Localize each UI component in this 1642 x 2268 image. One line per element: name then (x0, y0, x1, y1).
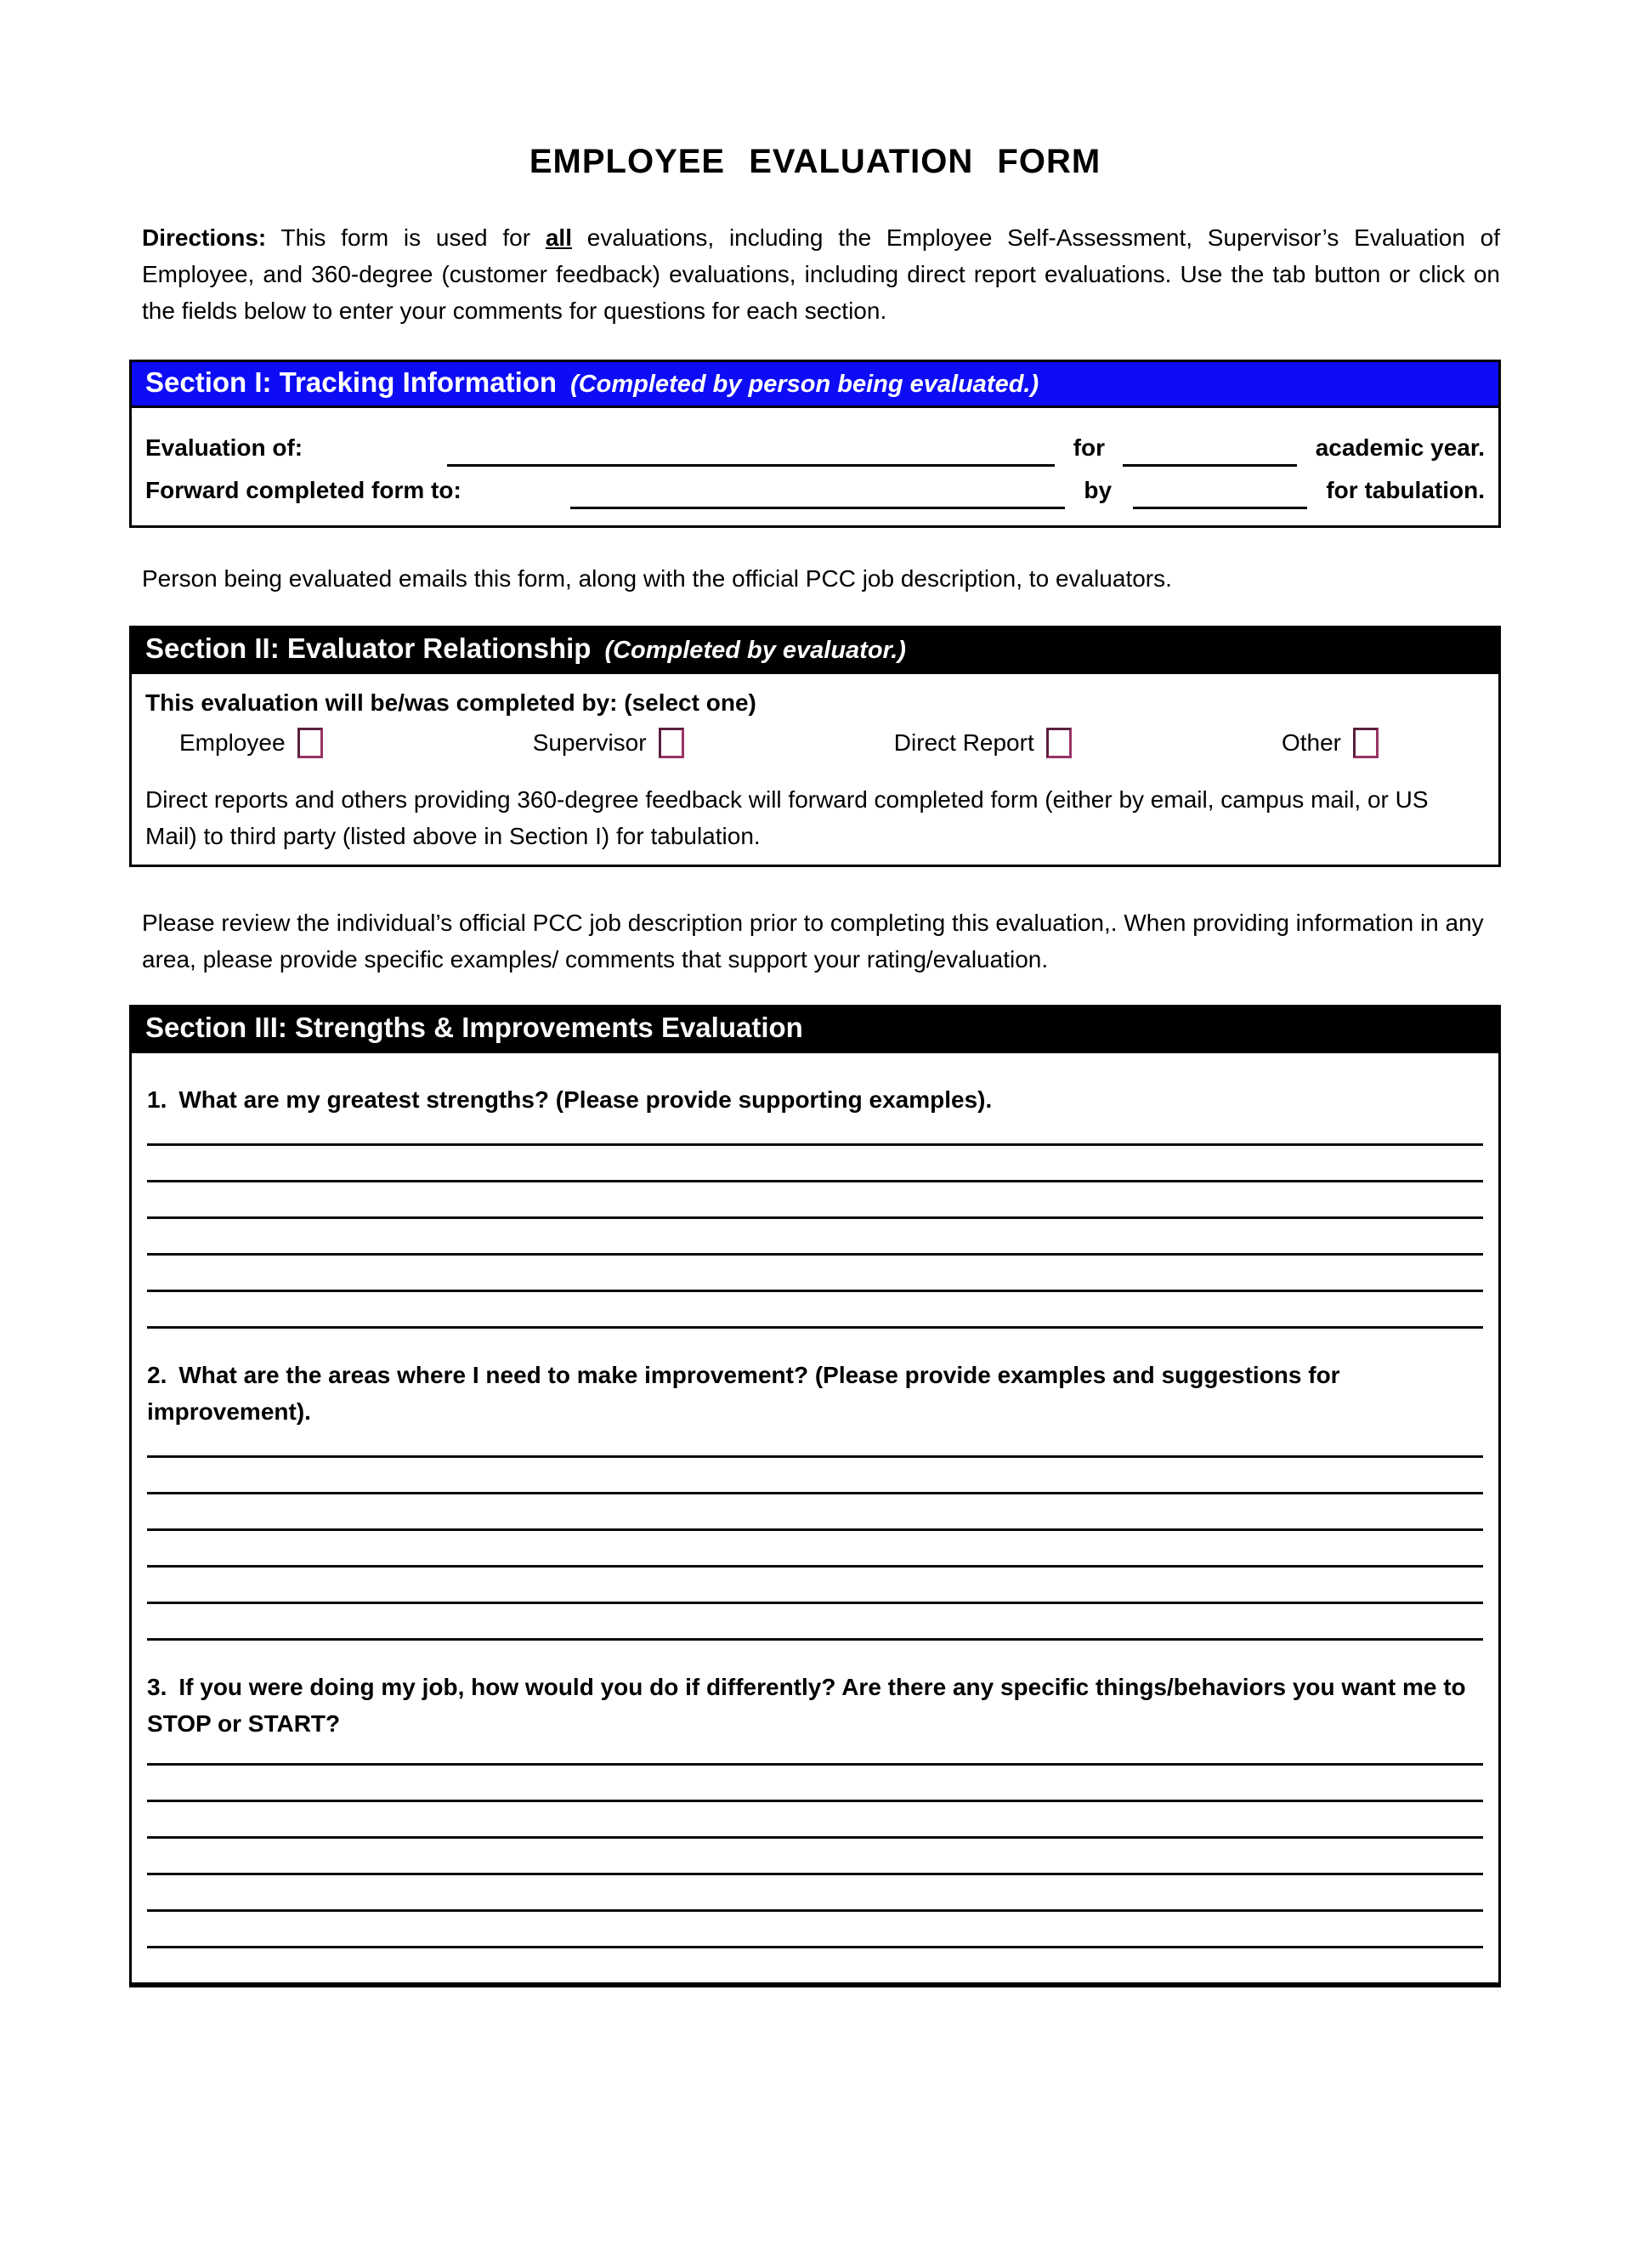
answer-line (147, 1292, 1483, 1329)
answer-area-2[interactable] (147, 1430, 1483, 1641)
answer-line (147, 1766, 1483, 1802)
question-3-number: 3. (147, 1674, 167, 1700)
forward-form-label: Forward completed form to: (145, 477, 461, 503)
other-checkbox[interactable] (1353, 728, 1379, 758)
section-1-title: Section I: Tracking Information (145, 366, 558, 398)
answer-line (147, 1219, 1483, 1256)
answer-line (147, 1118, 1483, 1146)
supervisor-checkbox[interactable] (659, 728, 684, 758)
answer-line (147, 1430, 1483, 1458)
answer-area-3[interactable] (147, 1742, 1483, 1948)
answer-line (147, 1912, 1483, 1948)
section-2-title: Section II: Evaluator Relationship (145, 632, 592, 664)
review-job-description-note: Please review the individual’s official PCC job description prior to completing this evaluation,. When providing information in any area, please provide specific examples/ comments that support your rating/evaluation. (142, 910, 1484, 972)
section-2-box (129, 626, 1501, 867)
directions-paragraph (142, 219, 1500, 329)
academic-year-label: academic year. (1315, 434, 1485, 461)
option-direct-report (894, 725, 1072, 761)
forward-completed-note: Direct reports and others providing 360-degree feedback will forward completed form (either by email, campus mail, or US Mail) to third party (listed above in Section I) for tabulation. (145, 786, 1429, 849)
question-1-text: What are my greatest strengths? (Please provide supporting examples). (178, 1086, 993, 1113)
answer-area-1[interactable] (147, 1118, 1483, 1329)
answer-line (147, 1604, 1483, 1641)
question-2-text: What are the areas where I need to make improvement? (Please provide examples and suggestions for improvement). (147, 1362, 1340, 1425)
section-3-box (129, 1005, 1501, 1987)
document-page (129, 143, 1501, 1987)
for-label: for (1073, 434, 1106, 461)
answer-line (147, 1182, 1483, 1219)
page-title: EMPLOYEE EVALUATION FORM (529, 143, 1101, 180)
employee-checkbox[interactable] (297, 728, 323, 758)
section-2-body (132, 674, 1498, 865)
employee-label: Employee (179, 729, 286, 756)
section-1-header (132, 362, 1498, 408)
other-label: Other (1281, 729, 1341, 756)
option-employee (179, 725, 323, 761)
forward-form-field[interactable] (570, 479, 1065, 509)
answer-line (147, 1839, 1483, 1875)
section-2-subtitle: (Completed by evaluator.) (604, 637, 906, 664)
answer-line (147, 1568, 1483, 1604)
question-1-number: 1. (147, 1086, 167, 1113)
answer-line (147, 1146, 1483, 1182)
directions-text-after: evaluations, including the Employee Self-Assessment, Supervisor’s Evaluation of Employee, and 360-degree (customer feedback) evaluations, including direct report evaluations. Use the tab button or click on the fields below to enter your comments for questions for each section. (142, 224, 1501, 324)
evaluation-of-label: Evaluation of: (145, 434, 303, 461)
answer-line (147, 1256, 1483, 1292)
by-date-field[interactable] (1133, 479, 1307, 509)
evaluation-of-field[interactable] (447, 436, 1055, 467)
answer-line (147, 1875, 1483, 1912)
option-other (1282, 725, 1379, 761)
evaluator-options-row (145, 725, 1485, 761)
by-label: by (1084, 477, 1113, 503)
question-3 (147, 1669, 1483, 1742)
question-1 (147, 1081, 1483, 1118)
section-3-title: Section III: Strengths & Improvements Evaluation (145, 1012, 803, 1043)
supervisor-label: Supervisor (532, 729, 647, 756)
answer-line (147, 1531, 1483, 1568)
directions-all-word: all (545, 224, 572, 251)
section-2-header (132, 628, 1498, 674)
section-3-header (132, 1007, 1498, 1053)
directions-label: Directions: (142, 224, 267, 251)
question-2-number: 2. (147, 1362, 167, 1388)
direct-report-label: Direct Report (893, 729, 1034, 756)
section-1-box (129, 360, 1501, 528)
option-supervisor (533, 725, 684, 761)
for-tabulation-label: for tabulation. (1326, 477, 1485, 503)
direct-report-checkbox[interactable] (1046, 728, 1072, 758)
answer-line (147, 1494, 1483, 1531)
select-one-prompt: This evaluation will be/was completed by: (select one) (145, 689, 756, 716)
answer-line (147, 1458, 1483, 1494)
section-3-body (132, 1081, 1498, 1982)
question-2 (147, 1357, 1483, 1430)
directions-text-before: This form is used for (280, 224, 531, 251)
evaluation-of-row (145, 427, 1485, 469)
answer-line (147, 1742, 1483, 1766)
answer-line (147, 1802, 1483, 1839)
section-1-subtitle: (Completed by person being evaluated.) (570, 371, 1039, 398)
academic-year-field[interactable] (1123, 436, 1297, 467)
question-3-text: If you were doing my job, how would you do if differently? Are there any specific things/behaviors you want me to STOP or START? (147, 1674, 1466, 1737)
section-1-body (132, 408, 1498, 525)
forward-form-row (145, 469, 1485, 512)
tabulation-note: Person being evaluated emails this form, along with the official PCC job description, to evaluators. (142, 565, 1172, 592)
